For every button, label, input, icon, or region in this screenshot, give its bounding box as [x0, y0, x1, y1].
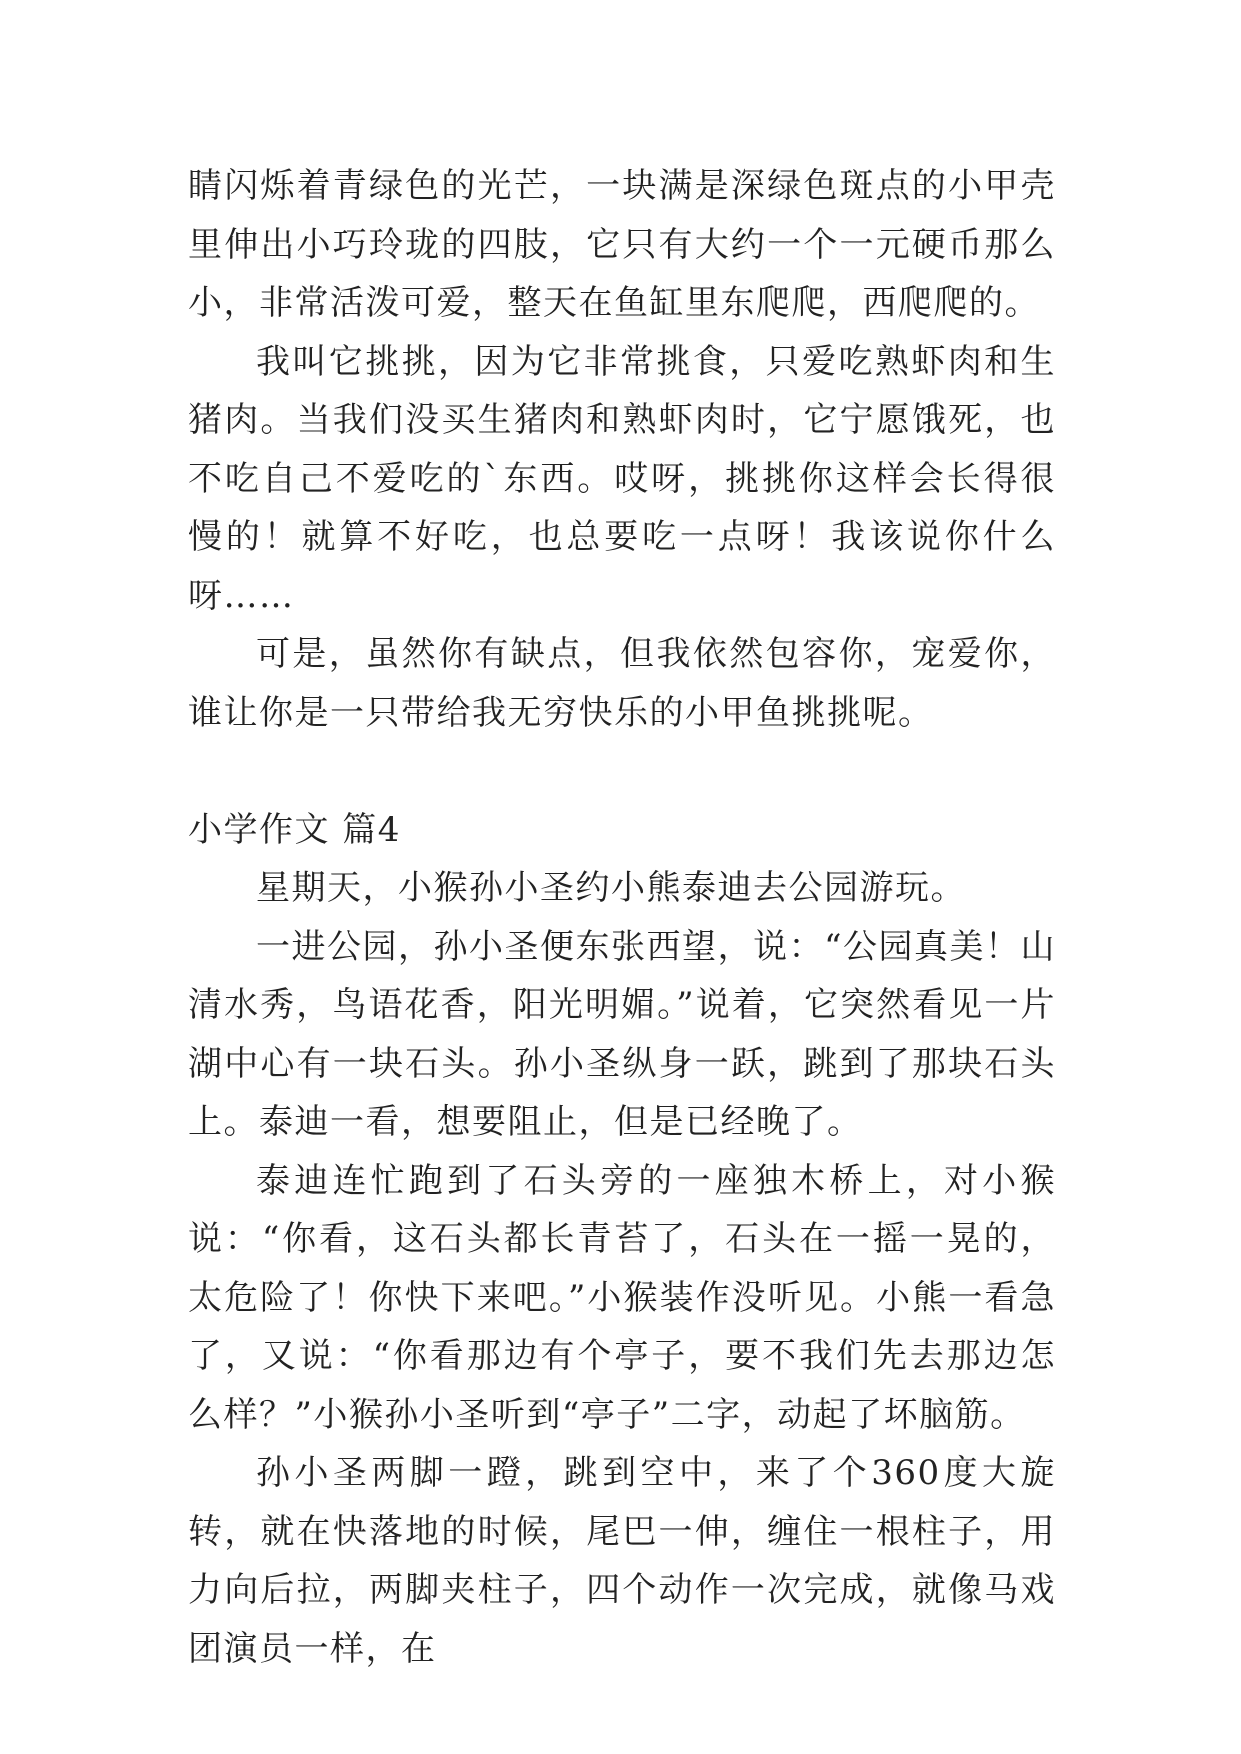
paragraph: 我叫它挑挑，因为它非常挑食，只爱吃熟虾肉和生猪肉。当我们没买生猪肉和熟虾肉时，它宁愿饿死，也不吃自己不爱吃的`东西。哎呀，挑挑你这样会长得很慢的！就算不好吃，也总要吃一点呀！我该说你什么呀……	[188, 341, 1056, 616]
paragraph: 可是，虽然你有缺点，但我依然包容你，宠爱你，谁让你是一只带给我无穷快乐的小甲鱼挑挑呢。	[188, 634, 1056, 733]
paragraph: 泰迪连忙跑到了石头旁的一座独木桥上，对小猴说：“你看，这石头都长青苔了，石头在一摇一晃的，太危险了！你快下来吧。”小猴装作没听见。小熊一看急了，又说：“你看那边有个亭子，要不我们先去那边怎么样？”小猴孙小圣听到“亭子”二字，动起了坏脑筋。	[188, 1160, 1056, 1435]
paragraph: 孙小圣两脚一蹬，跳到空中，来了个360度大旋转，就在快落地的时候，尾巴一伸，缠住一根柱子，用力向后拉，两脚夹柱子，四个动作一次完成，就像马戏团演员一样，在	[188, 1453, 1056, 1669]
paragraph: 一进公园，孙小圣便东张西望，说：“公园真美！山清水秀，鸟语花香，阳光明媚。”说着，它突然看见一片湖中心有一块石头。孙小圣纵身一跃，跳到了那块石头上。泰迪一看，想要阻止，但是已经晚了。	[188, 926, 1056, 1142]
paragraph-continuation: 睛闪烁着青绿色的光芒，一块满是深绿色斑点的小甲壳里伸出小巧玲珑的四肢，它只有大约一个一元硬币那么小，非常活泼可爱，整天在鱼缸里东爬爬，西爬爬的。	[188, 166, 1056, 323]
document-body	[188, 157, 1056, 1678]
paragraph: 星期天，小猴孙小圣约小熊泰迪去公园游玩。	[256, 868, 966, 908]
section-heading: 小学作文 篇4	[188, 809, 401, 850]
